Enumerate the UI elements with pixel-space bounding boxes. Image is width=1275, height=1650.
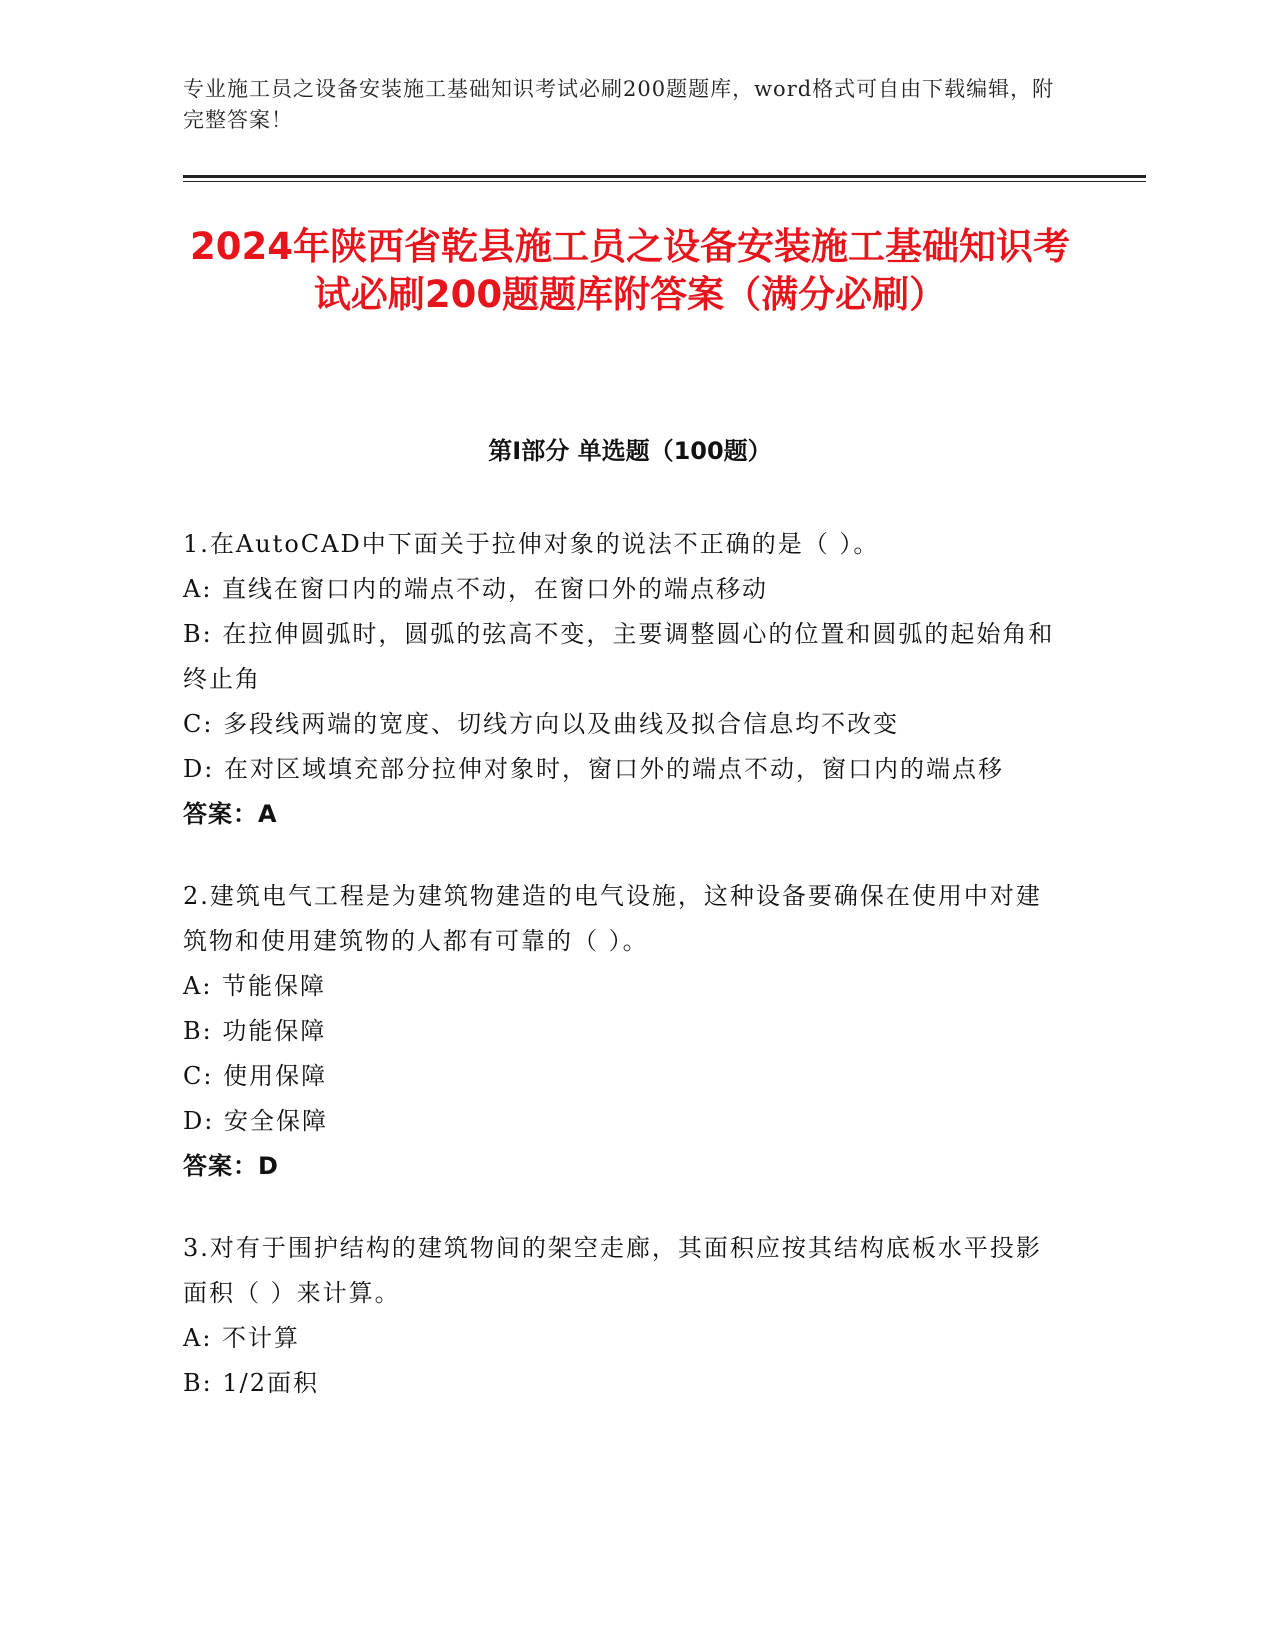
document-title: 2024年陕西省乾县施工员之设备安装施工基础知识考试必刷200题题库附答案（满分必刷） (190, 225, 1070, 316)
question-list (183, 522, 1063, 1443)
header-note: 专业施工员之设备安装施工基础知识考试必刷200题题库，word格式可自由下载编辑，附完整答案！ (183, 77, 1055, 132)
option-a: A: 节能保障 (183, 972, 327, 1000)
option-a: A: 不计算 (183, 1324, 301, 1352)
header-divider-thin (183, 181, 1146, 182)
question-stem: 2.建筑电气工程是为建筑物建造的电气设施，这种设备要确保在使用中对建筑物和使用建筑物的人都有可靠的（ ）。 (183, 882, 1042, 955)
question-1 (183, 522, 1063, 837)
option-b: B: 功能保障 (183, 1017, 327, 1045)
question-stem: 1.在AutoCAD中下面关于拉伸对象的说法不正确的是（ ）。 (183, 530, 880, 558)
option-a: A: 直线在窗口内的端点不动，在窗口外的端点移动 (183, 575, 769, 603)
option-d: D: 安全保障 (183, 1107, 328, 1135)
section-title: 第I部分 单选题（100题） (488, 437, 772, 465)
option-d: D: 在对区域填充部分拉伸对象时，窗口外的端点不动，窗口内的端点移 (183, 755, 1004, 783)
answer-line: 答案：D (183, 1152, 279, 1180)
option-c: C: 多段线两端的宽度、切线方向以及曲线及拟合信息均不改变 (183, 710, 900, 738)
question-stem: 3.对有于围护结构的建筑物间的架空走廊，其面积应按其结构底板水平投影面积（ ）来计算。 (183, 1234, 1042, 1307)
option-c: C: 使用保障 (183, 1062, 328, 1090)
option-b: B: 1/2面积 (183, 1369, 319, 1397)
question-3 (183, 1226, 1063, 1406)
question-2 (183, 874, 1063, 1189)
option-b: B: 在拉伸圆弧时，圆弧的弦高不变，主要调整圆心的位置和圆弧的起始角和终止角 (183, 620, 1055, 693)
header-divider-thick (183, 175, 1146, 178)
answer-line: 答案：A (183, 800, 278, 828)
